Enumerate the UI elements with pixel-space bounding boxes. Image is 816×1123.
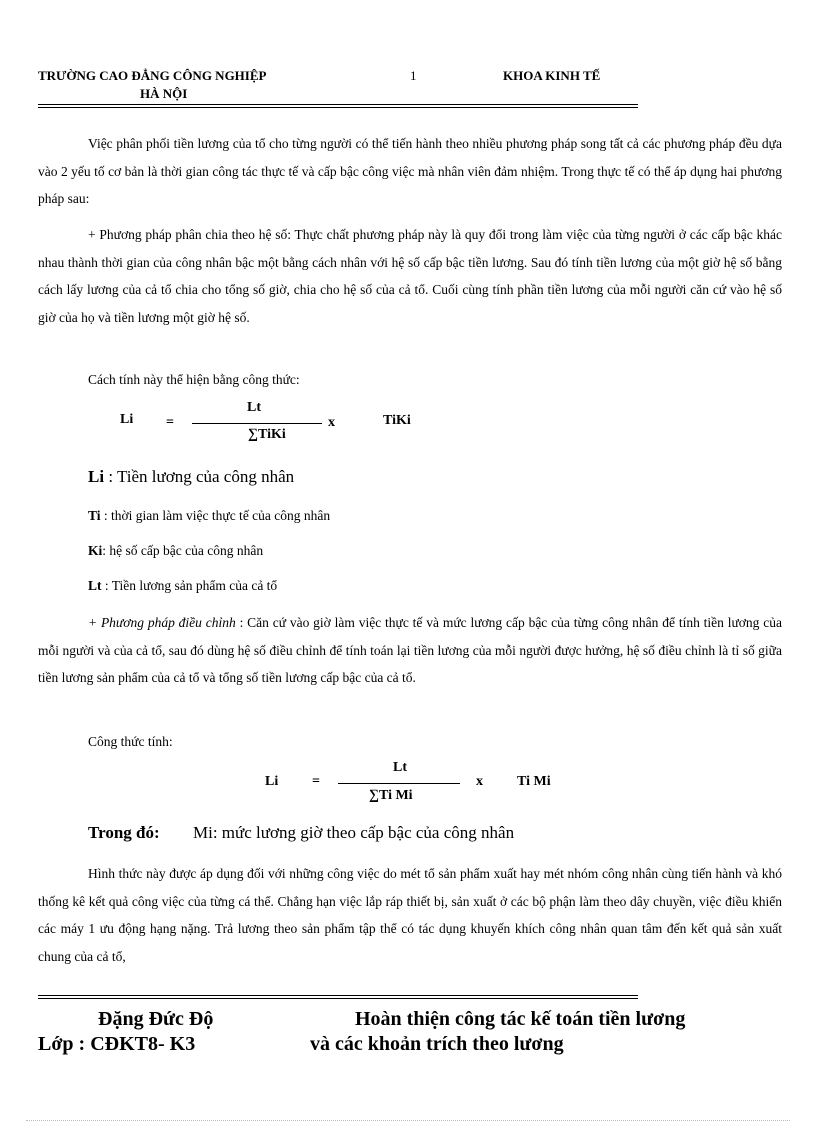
formula2-numerator: Lt [393,760,407,775]
formula1-equals: = [166,415,174,430]
formula2-fraction-bar [338,783,460,784]
formula2-lhs: Li [265,774,279,789]
paragraph-3 [38,609,782,692]
formula1-rhs: TiKi [383,413,411,428]
formula1-lhs: Li [120,412,134,427]
paragraph-4: Hình thức này được áp dụng đối với những công việc do mét tổ sản phẩm xuất hay mét nhóm công nhân cùng tiến hành và khó thống kê kết quả công việc của từng cá thể. Chẳng hạn việc lắp ráp thiết bị, sản xuất ở các bộ phận làm theo dây chuyền, việc điều khiển các máy 1 ưu động hạng nặng. Trả lương theo sản phẩm tập thể có tác dụng khuyến khích công nhân quan tâm đến kết quả sản xuất chung của cả tổ, [38,866,782,964]
formula1-times: x [328,415,335,430]
formula2-rhs: Ti Mi [517,774,551,789]
school-name-line1: TRƯỜNG CAO ĐẲNG CÔNG NGHIỆP [38,68,267,83]
paragraph-2: + Phương pháp phân chia theo hệ số: Thực chất phương pháp này là quy đổi trong làm việc của từng người ở các cấp bậc khác nhau thành thời gian của công nhân bậc một bằng cách nhân với hệ số cấp bậc tiền lương. Sau đó tính tiền lương của một giờ hệ số bằng cách lấy lương của cả tổ chia cho tổng số giờ, chia cho hệ số của cả tổ. Cuối cùng tính phần tiền lương của mỗi người căn cứ vào hệ số giờ của họ và tiền lương một giờ hệ số. [38,227,782,325]
paragraph-1: Việc phân phối tiền lương của tổ cho từng người có thể tiến hành theo nhiều phương pháp song tất cả các phương pháp đều dựa vào 2 yếu tố cơ bản là thời gian công tác thực tế và cấp bậc công việc mà nhân viên đảm nhiệm. Trong thực tế có thể áp dụng hai phương pháp sau: [38,136,782,206]
formula-intro-2: Công thức tính: [88,734,173,749]
definition-li [88,467,294,487]
definition-ti-text: : thời gian làm việc thực tế của công nhân [100,508,331,523]
definition-ti [88,508,330,524]
paragraph-3-method-name: + Phương pháp điều chỉnh [88,615,236,630]
footer-author: Đặng Đức Độ [98,1008,214,1030]
paragraph-3-text: : Căn cứ vào giờ làm việc thực tế và mức lương cấp bậc của từng công nhân để tính tiền lương của mỗi người và của cả tổ, sau đó dùng hệ số điều chỉnh để tính toán lại tiền lương của mỗi người được hưởng, hệ số điều chỉnh là tỉ số giữa tiền lương sản phẩm của cả tổ và tổng số tiền lương cấp bậc của cả tổ. [38,615,782,685]
header-rule-top [38,104,638,105]
footer-title-line2: và các khoản trích theo lương [310,1033,564,1055]
formula1-denominator: ∑TiKi [248,427,286,442]
definition-lt-term: Lt [88,578,102,593]
where-label: Trong đó: [88,823,160,842]
header-rule-bottom [38,107,638,108]
definition-ki [88,543,263,559]
formula2-times: x [476,774,483,789]
formula1-fraction-bar [192,423,322,424]
mi-definition: Mi: mức lương giờ theo cấp bậc của công nhân [193,823,515,842]
footer-class: Lớp : CĐKT8- K3 [38,1033,196,1055]
page-number: 1 [410,68,417,83]
definition-li-term: Li [88,467,105,486]
definition-li-text: : Tiền lương của công nhân [104,467,295,486]
definition-lt-text: : Tiền lương sản phẩm của cả tổ [101,578,278,593]
footer-rule-top [38,995,638,996]
definition-ki-term: Ki [88,543,103,558]
definition-ki-text: : hệ số cấp bậc của công nhân [102,543,264,558]
page-edge-dotted-line [26,1120,790,1121]
school-name-line2: HÀ NỘI [140,86,188,101]
definition-lt [88,578,277,594]
footer-rule-bottom [38,998,638,999]
footer-title-line1: Hoàn thiện công tác kế toán tiền lương [355,1008,686,1030]
formula-intro-1: Cách tính này thể hiện bằng công thức: [88,372,300,387]
faculty-name: KHOA KINH TẾ [503,68,601,83]
formula1-numerator: Lt [247,400,261,415]
formula2-denominator: ∑Ti Mi [369,788,413,803]
formula2-equals: = [312,774,320,789]
definition-ti-term: Ti [88,508,101,523]
